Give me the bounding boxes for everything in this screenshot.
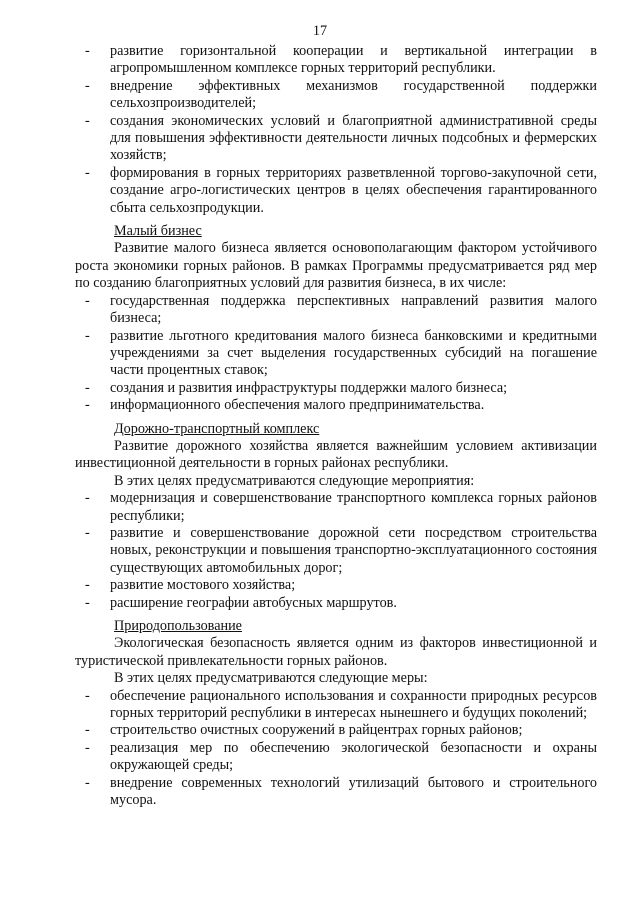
dash-bullet: - [85, 327, 90, 344]
dash-bullet: - [85, 164, 90, 181]
dash-bullet: - [85, 43, 90, 59]
list-item: - строительство очистных сооружений в райцентрах горных районов; [85, 722, 523, 739]
dash-bullet: - [85, 577, 90, 594]
dash-bullet: - [85, 397, 90, 414]
dash-bullet: - [85, 739, 90, 756]
list-item: - развитие и совершенствование дорожной сети посредством строительства новых, реконструкции и повышения транспортно-эксплуатационного состояния существующих автомобильных дорог; [85, 524, 597, 576]
list-item: - внедрение современных технологий утилизаций бытового и строительного мусора. [85, 774, 597, 809]
section-paragraph: В этих целях предусматриваются следующие меры: [114, 670, 428, 687]
list-item: - формирования в горных территориях разветвленной торгово-закупочной сети, создание агро-логистических центров в целях обеспечения гарантированного сбыта сельхозпродукции. [85, 164, 597, 216]
section-road-transport [75, 421, 597, 612]
list-item: - создания экономических условий и благоприятной административной среды для повышения эффективности деятельности личных подсобных и фермерских хозяйств; [85, 112, 597, 164]
list-item: - создания и развития инфраструктуры поддержки малого бизнеса; [85, 379, 508, 396]
dash-bullet: - [85, 722, 90, 739]
list-item: - внедрение эффективных механизмов государственной поддержки сельхозпроизводителей; [85, 77, 597, 112]
list-item: - развитие льготного кредитования малого бизнеса банковскими и кредитными учреждениями за счет выделения государственных субсидий на погашение части процентных ставок; [85, 327, 597, 379]
list-item: - модернизация и совершенствование транспортного комплекса горных районов республики; [85, 490, 597, 524]
section-paragraph: Развитие дорожного хозяйства является важнейшим условием активизации инвестиционной деятельности в горных районах республики. [75, 437, 597, 472]
list-item: - информационного обеспечения малого предпринимательства. [85, 397, 485, 414]
dash-bullet: - [85, 77, 90, 94]
section-paragraph: Развитие малого бизнеса является основополагающим фактором устойчивого роста экономики горных районов. В рамках Программы предусматривается ряд мер по созданию благоприятных условий для развития бизнеса, в их числе: [75, 240, 597, 292]
dash-bullet: - [85, 490, 90, 507]
dash-bullet: - [85, 594, 90, 611]
section-nature [75, 618, 597, 809]
section-heading: Малый бизнес [114, 223, 202, 240]
list-item: - обеспечение рационального использования и сохранности природных ресурсов горных территорий республики в интересах нынешнего и будущих поколений; [85, 687, 597, 722]
section-paragraph: В этих целях предусматриваются следующие мероприятия: [114, 472, 475, 489]
list-item: - государственная поддержка перспективных направлений развития малого бизнеса; [85, 292, 597, 327]
dash-bullet: - [85, 379, 90, 396]
page-number: 17 [312, 23, 328, 39]
page-content [75, 43, 597, 809]
agro-measures-list [75, 43, 597, 217]
list-item: - реализация мер по обеспечению экологической безопасности и охраны окружающей среды; [85, 739, 597, 774]
section-heading: Природопользование [114, 618, 242, 634]
dash-bullet: - [85, 524, 90, 541]
section-paragraph: Экологическая безопасность является одним из факторов инвестиционной и туристической привлекательности горных районов. [75, 635, 597, 669]
dash-bullet: - [85, 687, 90, 704]
dash-bullet: - [85, 774, 90, 791]
list-item: - развитие мостового хозяйства; [85, 577, 296, 594]
dash-bullet: - [85, 292, 90, 309]
section-heading: Дорожно-транспортный комплекс [114, 420, 320, 437]
list-item: - развитие горизонтальной кооперации и вертикальной интеграции в агропромышленном комплексе горных территорий республики. [85, 43, 597, 77]
dash-bullet: - [85, 112, 90, 129]
section-small-business [75, 223, 597, 414]
list-item: - расширение географии автобусных маршрутов. [85, 594, 397, 611]
